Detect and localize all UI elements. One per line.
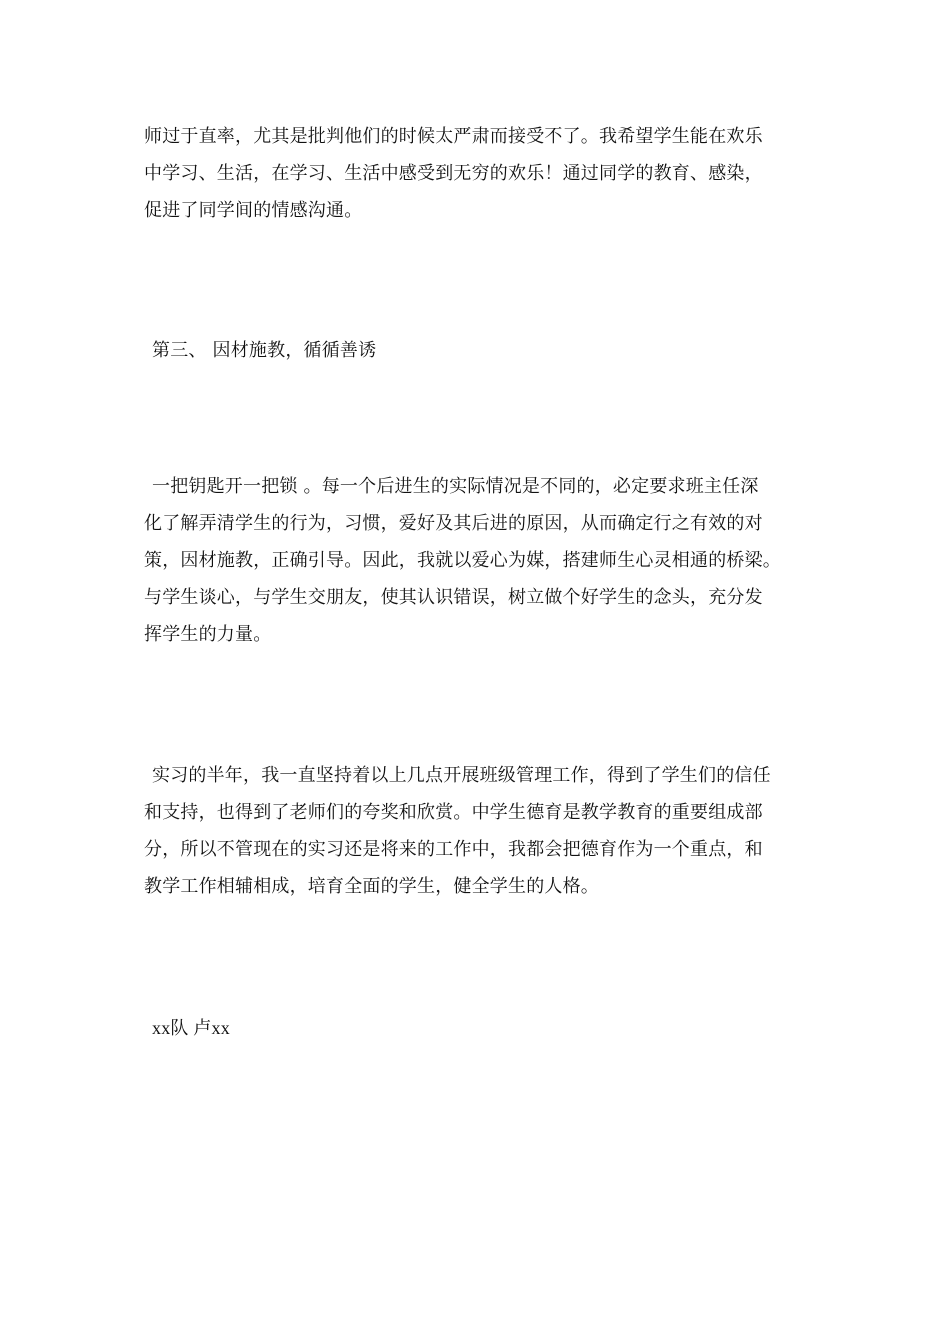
- text-line: 分，所以不管现在的实习还是将来的工作中，我都会把德育作为一个重点，和: [144, 839, 763, 860]
- section-heading-third: [152, 332, 816, 369]
- text-line: 实习的半年，我一直坚持着以上几点开展班级管理工作，得到了学生们的信任: [152, 765, 771, 786]
- text-line: 和支持，也得到了老师们的夸奖和欣赏。中学生德育是教学教育的重要组成部: [144, 802, 763, 823]
- text-line: 教学工作相辅相成，培育全面的学生，健全学生的人格。: [144, 876, 599, 897]
- heading-text: 第三、 因材施教，循循善诱: [152, 340, 377, 361]
- text-line: 挥学生的力量。: [144, 624, 272, 645]
- signature-text: xx队 卢xx: [152, 1018, 230, 1038]
- text-line: 一把钥匙开一把锁 。每一个后进生的实际情况是不同的，必定要求班主任深: [152, 476, 759, 497]
- paragraph-conclusion: [144, 757, 808, 905]
- signature: [152, 1010, 816, 1047]
- text-line: 与学生谈心，与学生交朋友，使其认识错误，树立做个好学生的念头，充分发: [144, 587, 763, 608]
- text-line: 策，因材施教，正确引导。因此，我就以爱心为媒，搭建师生心灵相通的桥梁。: [144, 550, 781, 571]
- text-line: 促进了同学间的情感沟通。: [144, 200, 363, 221]
- text-line: 师过于直率，尤其是批判他们的时候太严肃而接受不了。我希望学生能在欢乐: [144, 126, 763, 147]
- paragraph-continued: [144, 118, 808, 229]
- text-line: 化了解弄清学生的行为，习惯，爱好及其后进的原因，从而确定行之有效的对: [144, 513, 763, 534]
- text-line: 中学习、生活，在学习、生活中感受到无穷的欢乐！通过同学的教育、感染，: [144, 163, 763, 184]
- paragraph-individualized-teaching: [144, 468, 808, 653]
